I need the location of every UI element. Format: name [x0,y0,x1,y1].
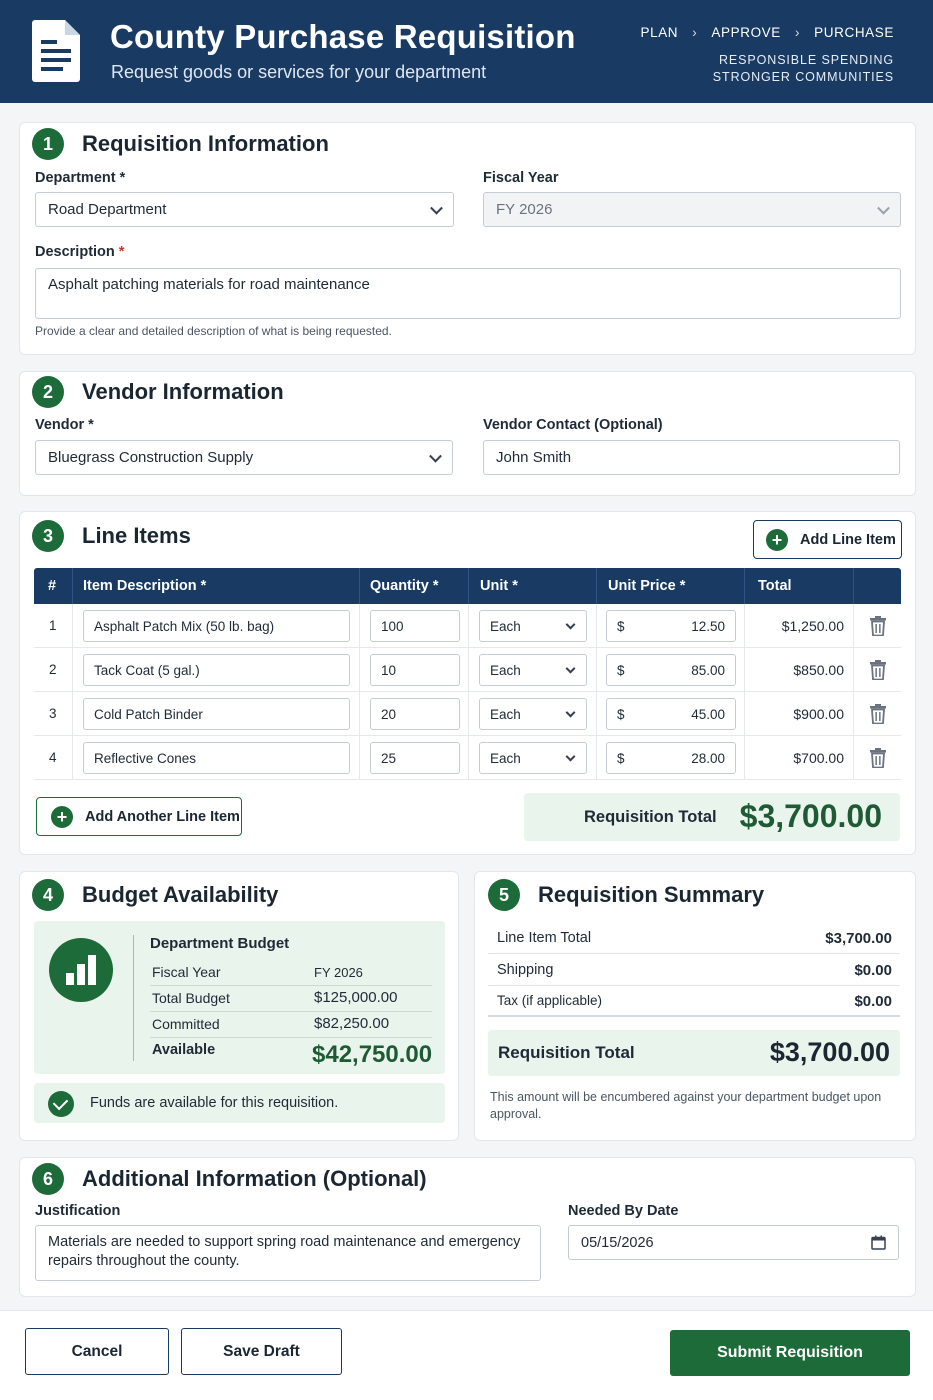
quantity-input[interactable] [370,742,460,774]
unit-value: Each [490,618,521,634]
unit-price-value: 45.00 [691,706,725,722]
needed-by-date-input[interactable] [568,1225,899,1260]
table-row [34,736,901,780]
unit-price-value: 12.50 [691,618,725,634]
item-description-input[interactable] [83,742,350,774]
currency-symbol: $ [617,706,625,722]
section-title: Budget Availability [82,882,279,907]
summary-total-label: Requisition Total [498,1043,635,1062]
department-budget-box [34,921,445,1074]
row-total: $850.00 [793,662,844,678]
column-header-description: Item Description * [83,578,207,594]
justification-value: Materials are needed to support spring road maintenance and emergency repairs throughout the county. [48,1234,521,1269]
budget-row-label: Committed [152,1016,220,1032]
department-label-text: Department [35,170,116,186]
quantity-input[interactable] [370,654,460,686]
quantity-value: 100 [381,618,404,634]
table-row [34,692,901,736]
unit-select[interactable] [479,742,587,774]
column-header-total: Total [758,578,792,594]
unit-price-value: 28.00 [691,750,725,766]
item-description-value: Cold Patch Binder [94,706,203,722]
required-mark: * [118,244,125,260]
justification-label: Justification [35,1203,121,1219]
required-mark: * [119,170,126,186]
summary-row [488,955,900,986]
row-total: $1,250.00 [781,618,844,634]
quantity-value: 20 [381,706,397,722]
budget-available-row [150,1042,432,1070]
section-number: 6 [32,1163,64,1195]
vendor-contact-value: John Smith [496,449,572,466]
document-icon [32,20,80,82]
unit-price-input[interactable] [606,654,736,686]
section-number: 5 [488,879,520,911]
item-description-value: Asphalt Patch Mix (50 lb. bag) [94,618,275,634]
trash-icon[interactable] [869,660,887,680]
budget-row [150,1016,432,1038]
summary-total-value: $3,700.00 [769,1037,890,1067]
row-number: 1 [49,618,57,633]
unit-select[interactable] [479,610,587,642]
budget-title: Department Budget [150,935,290,952]
vendor-contact-input[interactable] [483,440,900,475]
department-value: Road Department [48,201,167,218]
unit-price-input[interactable] [606,610,736,642]
tagline-line: STRONGER COMMUNITIES [712,70,894,84]
summary-row [488,986,900,1017]
section-title: Requisition Summary [538,882,765,907]
unit-price-input[interactable] [606,742,736,774]
summary-total-box [488,1030,900,1076]
required-mark: * [88,417,94,433]
quantity-input[interactable] [370,610,460,642]
budget-row-label: Total Budget [152,990,230,1006]
vendor-select[interactable] [35,440,453,475]
section-header [32,1163,427,1195]
page-header [0,0,933,103]
item-description-input[interactable] [83,654,350,686]
column-header-quantity: Quantity * [370,578,439,594]
chevron-down-icon [566,664,576,674]
section-number: 4 [32,879,64,911]
item-description-value: Tack Coat (5 gal.) [94,662,200,678]
fiscal-year-label: Fiscal Year [483,170,559,186]
section-title: Vendor Information [82,379,284,404]
add-another-line-item-label: Add Another Line Item [85,808,240,825]
description-hint: Provide a clear and detailed description of what is being requested. [35,324,392,338]
justification-textarea[interactable] [35,1225,541,1281]
chevron-right-icon: › [692,24,698,40]
description-value: Asphalt patching materials for road maintenance [48,276,370,293]
section-number: 1 [32,128,64,160]
chevron-down-icon [566,620,576,630]
check-circle-icon [48,1091,74,1117]
breadcrumb-approve[interactable]: APPROVE [711,24,781,40]
trash-icon[interactable] [869,748,887,768]
unit-value: Each [490,662,521,678]
chevron-down-icon [429,449,442,462]
description-field[interactable] [35,268,901,319]
needed-by-label: Needed By Date [568,1203,679,1219]
currency-symbol: $ [617,750,625,766]
department-label [35,170,125,186]
row-number: 4 [49,750,57,765]
quantity-value: 10 [381,662,397,678]
description-label-text: Description [35,244,115,260]
page-subtitle: Request goods or services for your department [111,62,487,82]
section-header [488,879,764,911]
summary-row-label: Shipping [497,962,554,978]
fiscal-year-value: FY 2026 [496,201,553,218]
section-header [32,520,191,552]
plus-icon: + [51,806,73,828]
cancel-button[interactable]: Cancel [25,1328,169,1375]
budget-row-value: $125,000.00 [314,989,398,1006]
item-description-input[interactable] [83,698,350,730]
description-label [35,244,124,260]
bar-chart-icon [49,938,113,1002]
unit-value: Each [490,706,521,722]
row-total: $700.00 [793,750,844,766]
save-draft-button[interactable]: Save Draft [181,1328,342,1375]
page-title: County Purchase Requisition [110,18,576,55]
quantity-input[interactable] [370,698,460,730]
summary-row-label: Tax (if applicable) [497,993,603,1008]
section-number: 2 [32,376,64,408]
table-row [34,604,901,648]
breadcrumb-plan[interactable]: PLAN [640,24,679,40]
vendor-label-text: Vendor [35,417,85,433]
currency-symbol: $ [617,618,625,634]
tagline-line: RESPONSIBLE SPENDING [719,53,894,67]
needed-by-value: 05/15/2026 [581,1234,654,1251]
vendor-label [35,417,94,433]
section-header [32,376,284,408]
funds-message-text: Funds are available for this requisition. [90,1095,339,1111]
department-select[interactable] [35,192,454,227]
unit-value: Each [490,750,521,766]
item-description-input[interactable] [83,610,350,642]
chevron-down-icon [566,752,576,762]
vendor-contact-label: Vendor Contact (Optional) [483,417,663,433]
budget-row-value: $82,250.00 [314,1015,390,1032]
submit-requisition-button[interactable]: Submit Requisition [670,1330,910,1376]
requisition-total-box [524,793,900,841]
section-header [32,879,278,911]
chevron-down-icon [566,708,576,718]
column-header-unit-price: Unit Price * [608,578,686,594]
funds-available-message [34,1083,445,1123]
summary-row-label: Line Item Total [497,930,592,946]
section-title: Requisition Information [82,131,329,156]
summary-row [488,923,900,954]
chevron-right-icon: › [794,24,801,40]
tagline [713,52,894,86]
column-header-num: # [48,578,57,594]
item-description-value: Reflective Cones [94,750,197,766]
table-row [34,648,901,692]
trash-icon[interactable] [869,616,887,636]
summary-row-value: $3,700.00 [825,930,892,947]
budget-row [150,990,432,1012]
summary-row-value: $0.00 [854,993,892,1010]
unit-select[interactable] [479,698,587,730]
breadcrumb [640,24,894,40]
currency-symbol: $ [617,662,625,678]
fiscal-year-select[interactable] [483,192,901,227]
available-label: Available [152,1042,216,1058]
section-header [32,128,329,160]
available-value: $42,750.00 [312,1041,433,1068]
plus-icon: + [766,529,788,551]
row-number: 2 [49,662,57,677]
budget-row-value: FY 2026 [314,965,363,980]
section-title: Additional Information (Optional) [82,1166,427,1191]
unit-price-input[interactable] [606,698,736,730]
breadcrumb-purchase[interactable]: PURCHASE [814,24,894,40]
section-title: Line Items [82,523,191,548]
vendor-value: Bluegrass Construction Supply [48,449,254,466]
add-line-item-label: Add Line Item [800,531,896,548]
section-number: 3 [32,520,64,552]
budget-row [150,964,432,986]
requisition-total-label: Requisition Total [584,808,717,826]
calendar-icon[interactable] [871,1235,886,1250]
unit-price-value: 85.00 [691,662,725,678]
budget-row-label: Fiscal Year [152,964,221,980]
add-another-line-item-button[interactable] [36,797,242,836]
row-total: $900.00 [793,706,844,722]
trash-icon[interactable] [869,704,887,724]
chevron-down-icon [430,201,443,214]
chevron-down-icon [877,201,890,214]
summary-row-value: $0.00 [854,962,892,979]
summary-note: This amount will be encumbered against your department budget upon approval. [490,1090,882,1121]
row-number: 3 [49,706,57,721]
add-line-item-button[interactable] [753,520,902,559]
requisition-total-value: $3,700.00 [739,798,882,834]
column-header-unit: Unit * [480,578,518,594]
table-header [34,568,901,604]
quantity-value: 25 [381,750,397,766]
unit-select[interactable] [479,654,587,686]
